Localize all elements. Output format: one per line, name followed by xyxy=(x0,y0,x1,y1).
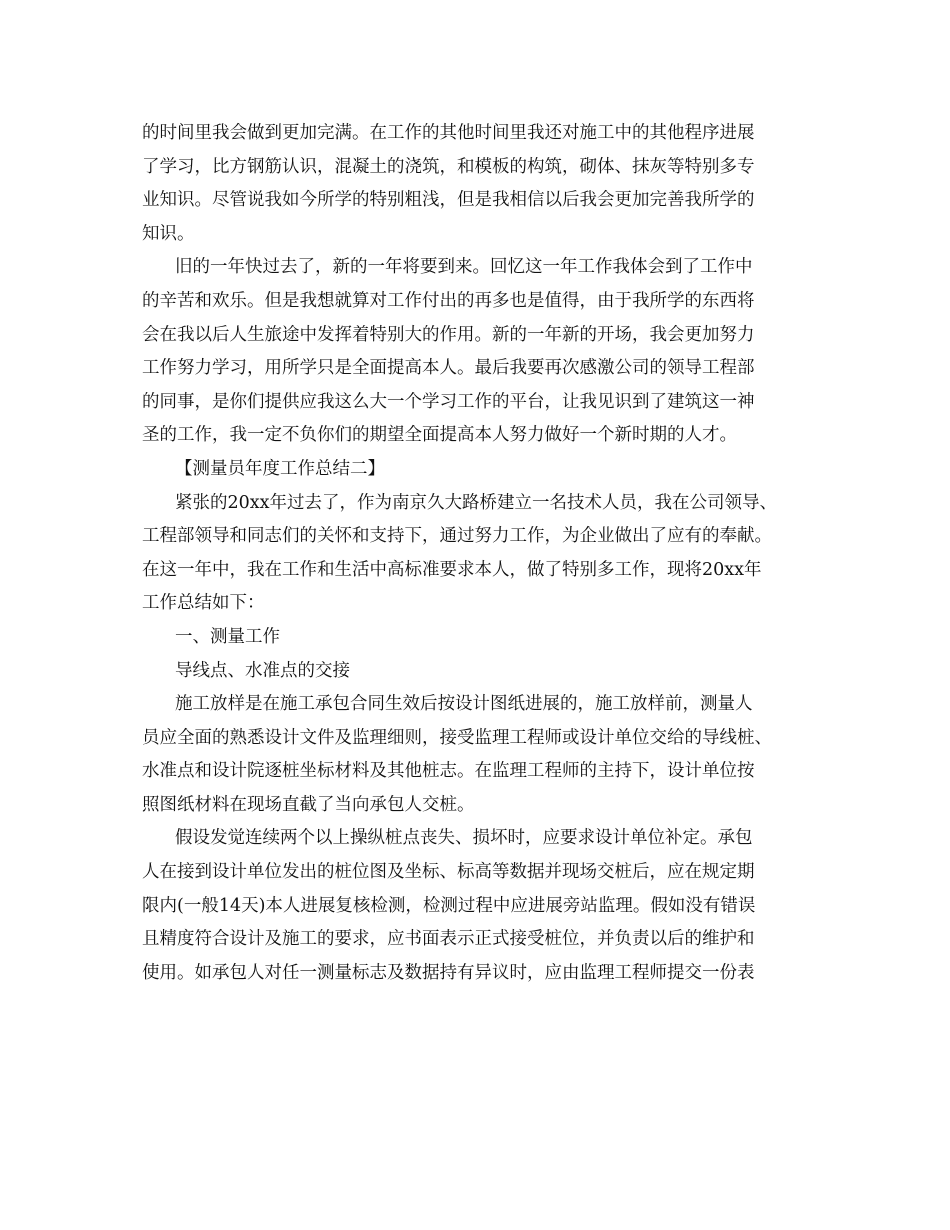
text-line: 的辛苦和欢乐。但是我想就算对工作付出的再多也是值得，由于我所学的东西将 xyxy=(142,290,755,311)
text-line: 业知识。尽管说我如今所学的特别粗浅，但是我相信以后我会更加完善我所学的 xyxy=(142,190,755,211)
text-line: 紧张的20xx年过去了，作为南京久大路桥建立一名技术人员，我在公司领导、 xyxy=(175,492,778,513)
text-line: 且精度符合设计及施工的要求，应书面表示正式接受桩位，并负责以后的维护和 xyxy=(142,929,755,950)
text-line: 的时间里我会做到更加完满。在工作的其他时间里我还对施工中的其他程序进展 xyxy=(142,123,755,143)
text-line: 会在我以后人生旅途中发挥着特别大的作用。新的一年新的开场，我会更加努力 xyxy=(142,324,755,345)
text-line: 导线点、水准点的交接 xyxy=(175,660,350,681)
text-line: 工作努力学习，用所学只是全面提高本人。最后我要再次感激公司的领导工程部 xyxy=(142,358,755,379)
text-line: 限内(一般14天)本人进展复核检测，检测过程中应进展旁站监理。假如没有错误 xyxy=(142,895,756,916)
text-line: 照图纸材料在现场直截了当向承包人交桩。 xyxy=(142,794,475,815)
text-line: 员应全面的熟悉设计文件及监理细则，接受监理工程师或设计单位交给的导线桩、 xyxy=(142,727,772,748)
text-line: 一、测量工作 xyxy=(175,626,280,647)
text-line: 【测量员年度工作总结二】 xyxy=(175,458,385,479)
text-line: 假设发觉连续两个以上操纵桩点丧失、损坏时，应要求设计单位补定。承包 xyxy=(175,828,753,849)
text-line: 人在接到设计单位发出的桩位图及坐标、标高等数据并现场交桩后，应在规定期 xyxy=(142,862,755,883)
text-line: 在这一年中，我在工作和生活中高标准要求本人，做了特别多工作，现将20xx年 xyxy=(142,559,762,580)
text-line: 使用。如承包人对任一测量标志及数据持有异议时，应由监理工程师提交一份表 xyxy=(142,962,755,983)
text-line: 知识。 xyxy=(142,223,195,244)
text-line: 了学习，比方钢筋认识，混凝土的浇筑，和模板的构筑，砌体、抹灰等特别多专 xyxy=(142,156,755,177)
text-line: 工程部领导和同志们的关怀和支持下，通过努力工作，为企业做出了应有的奉献。 xyxy=(142,526,772,547)
text-line: 水准点和设计院逐桩坐标材料及其他桩志。在监理工程师的主持下，设计单位按 xyxy=(142,761,755,782)
text-line: 圣的工作，我一定不负你们的期望全面提高本人努力做好一个新时期的人才。 xyxy=(142,425,737,446)
text-line: 旧的一年快过去了，新的一年将要到来。回忆这一年工作我体会到了工作中 xyxy=(175,257,753,278)
text-line: 工作总结如下： xyxy=(142,593,265,614)
text-line: 施工放样是在施工承包合同生效后按设计图纸进展的，施工放样前，测量人 xyxy=(175,694,753,715)
document-body xyxy=(142,117,810,990)
text-line: 的同事，是你们提供应我这么大一个学习工作的平台，让我见识到了建筑这一神 xyxy=(142,391,755,412)
